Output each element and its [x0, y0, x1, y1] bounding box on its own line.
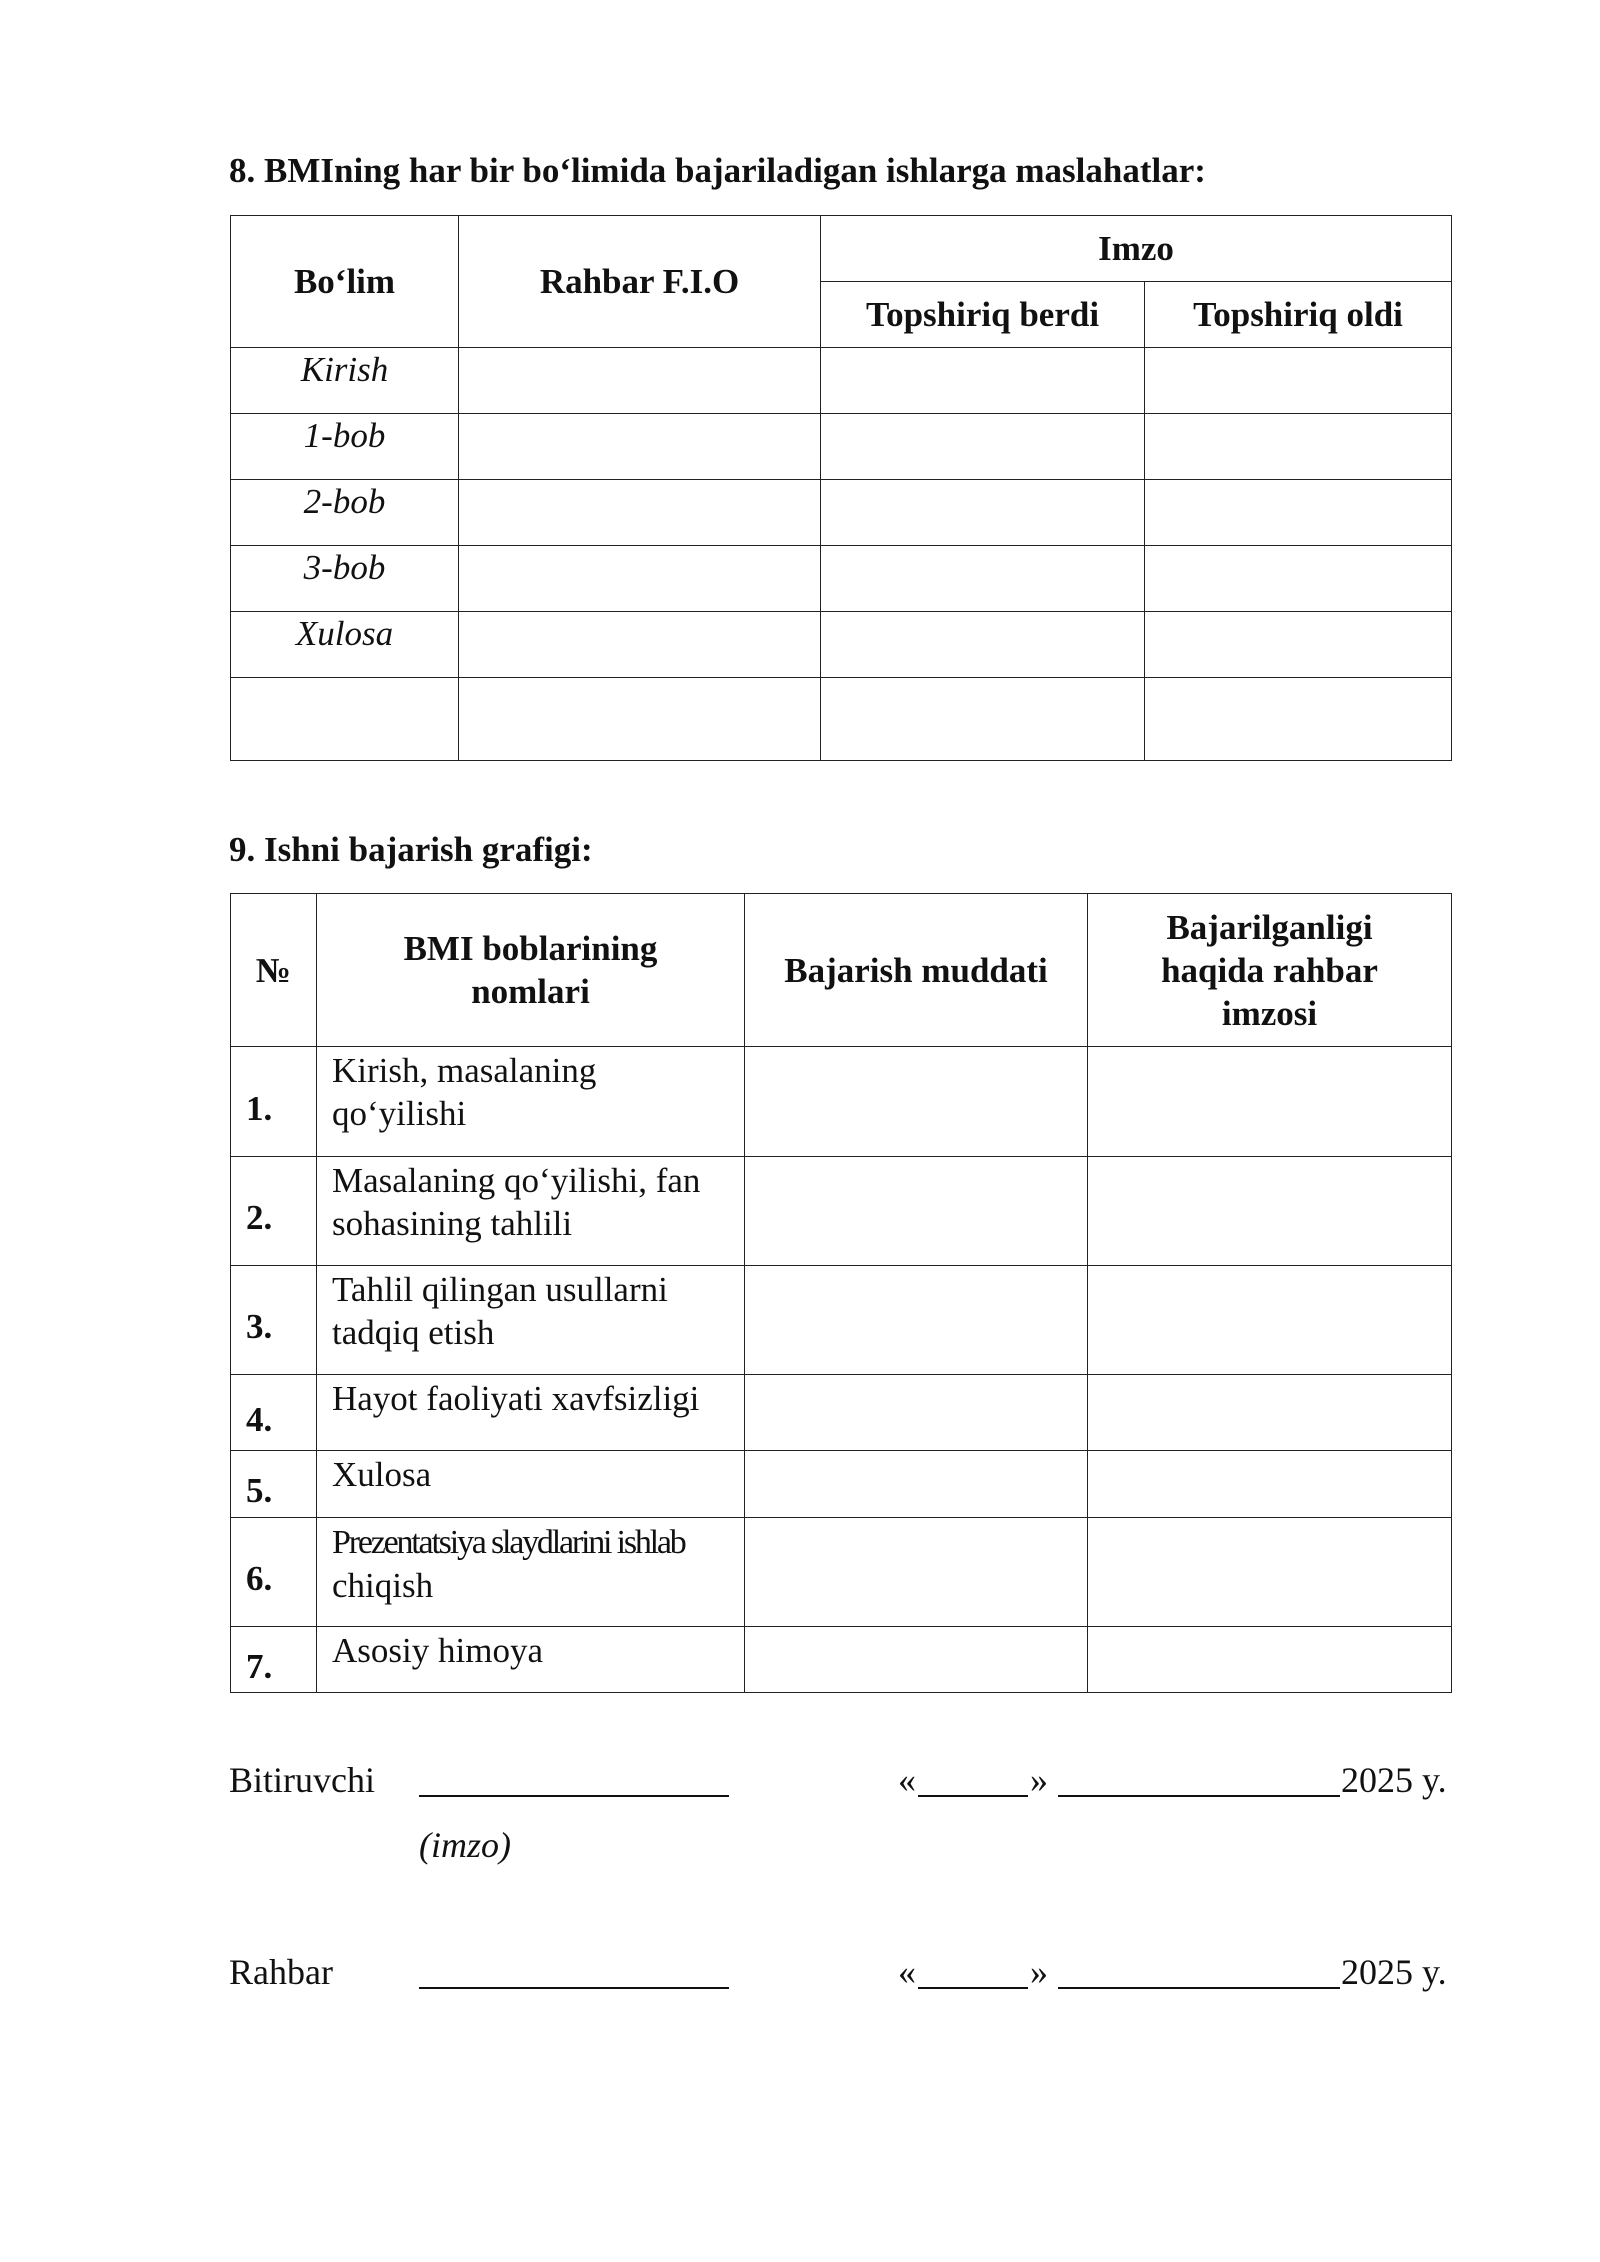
chapter-name-line1: Hayot faoliyati xavfsizligi	[332, 1379, 700, 1418]
header-sign-line3: imzosi	[1221, 993, 1318, 1033]
signature-cell[interactable]	[1088, 1266, 1452, 1375]
header-sign-line2: haqida rahbar	[1161, 950, 1378, 990]
berdi-cell[interactable]	[821, 546, 1145, 612]
header-imzo: Imzo	[821, 216, 1452, 282]
chapter-name-line1: Masalaning qo‘yilishi, fan	[332, 1161, 701, 1200]
table-row	[231, 1047, 1452, 1157]
oldi-cell[interactable]	[1145, 414, 1452, 480]
quote-open: «	[898, 1952, 916, 1992]
table-row	[231, 1157, 1452, 1266]
signature-cell[interactable]	[1088, 1451, 1452, 1518]
header-deadline: Bajarish muddati	[745, 894, 1088, 1047]
chapter-name	[317, 1375, 745, 1451]
berdi-cell[interactable]	[821, 612, 1145, 678]
table-row	[231, 678, 1452, 761]
graduate-label: Bitiruvchi	[229, 1760, 375, 1800]
header-rahbar: Rahbar F.I.O	[459, 216, 821, 348]
deadline-cell[interactable]	[745, 1451, 1088, 1518]
table-row	[231, 1451, 1452, 1518]
table-row	[231, 348, 1452, 414]
header-chapter-names-line2: nomlari	[471, 972, 590, 1011]
quote-open: «	[898, 1760, 916, 1800]
rahbar-cell[interactable]	[459, 678, 821, 761]
oldi-cell[interactable]	[1145, 546, 1452, 612]
supervisor-signature-line[interactable]	[419, 1987, 729, 1989]
supervisor-year: 2025 y.	[1341, 1952, 1447, 1992]
rahbar-cell[interactable]	[459, 612, 821, 678]
graduate-month-line[interactable]	[1058, 1795, 1340, 1797]
berdi-cell[interactable]	[821, 678, 1145, 761]
section-9-heading: 9. Ishni bajarish grafigi:	[229, 830, 593, 869]
row-number: 3.	[231, 1266, 317, 1375]
rahbar-cell[interactable]	[459, 348, 821, 414]
chapter-name-line2: chiqish	[332, 1566, 434, 1605]
chapter-name-line2: tadqiq etish	[332, 1313, 495, 1352]
header-bolim: Bo‘lim	[231, 216, 459, 348]
table-row	[231, 546, 1452, 612]
row-label: 1-bob	[231, 414, 459, 480]
row-label	[231, 678, 459, 761]
oldi-cell[interactable]	[1145, 678, 1452, 761]
header-topshiriq-berdi: Topshiriq berdi	[821, 282, 1145, 348]
graduate-day-line[interactable]	[918, 1795, 1028, 1797]
chapter-name-line1: Asosiy himoya	[332, 1631, 543, 1670]
rahbar-cell[interactable]	[459, 480, 821, 546]
row-number: 5.	[231, 1451, 317, 1518]
row-number: 6.	[231, 1518, 317, 1627]
chapter-name-line2: qo‘yilishi	[332, 1094, 467, 1133]
row-number: 1.	[231, 1047, 317, 1157]
graduate-signature-line[interactable]	[419, 1795, 729, 1797]
table-row	[231, 612, 1452, 678]
rahbar-cell[interactable]	[459, 546, 821, 612]
signature-cell[interactable]	[1088, 1047, 1452, 1157]
header-supervisor-sign	[1088, 894, 1452, 1047]
schedule-table	[230, 893, 1452, 1693]
chapter-name	[317, 1451, 745, 1518]
chapter-name	[317, 1627, 745, 1693]
berdi-cell[interactable]	[821, 480, 1145, 546]
row-number: 4.	[231, 1375, 317, 1451]
chapter-name-line1: Tahlil qilingan usullarni	[332, 1270, 668, 1309]
consultation-table	[230, 215, 1452, 761]
header-sign-line1: Bajarilganligi	[1166, 907, 1373, 947]
chapter-name	[317, 1266, 745, 1375]
signature-cell[interactable]	[1088, 1375, 1452, 1451]
table-row	[231, 1518, 1452, 1627]
chapter-name	[317, 1518, 745, 1627]
header-topshiriq-oldi: Topshiriq oldi	[1145, 282, 1452, 348]
header-number: №	[231, 894, 317, 1047]
quote-close: »	[1030, 1760, 1048, 1800]
deadline-cell[interactable]	[745, 1157, 1088, 1266]
row-label: 2-bob	[231, 480, 459, 546]
row-number: 7.	[231, 1627, 317, 1693]
supervisor-month-line[interactable]	[1058, 1987, 1340, 1989]
chapter-name-line2: sohasining tahlili	[332, 1204, 573, 1243]
row-label: Xulosa	[231, 612, 459, 678]
header-chapter-names	[317, 894, 745, 1047]
oldi-cell[interactable]	[1145, 612, 1452, 678]
berdi-cell[interactable]	[821, 348, 1145, 414]
oldi-cell[interactable]	[1145, 480, 1452, 546]
supervisor-day-line[interactable]	[918, 1987, 1028, 1989]
quote-close: »	[1030, 1952, 1048, 1992]
berdi-cell[interactable]	[821, 414, 1145, 480]
table-row	[231, 1375, 1452, 1451]
oldi-cell[interactable]	[1145, 348, 1452, 414]
deadline-cell[interactable]	[745, 1047, 1088, 1157]
deadline-cell[interactable]	[745, 1375, 1088, 1451]
chapter-name	[317, 1047, 745, 1157]
row-label: 3-bob	[231, 546, 459, 612]
signature-cell[interactable]	[1088, 1627, 1452, 1693]
signature-cell[interactable]	[1088, 1157, 1452, 1266]
signature-cell[interactable]	[1088, 1518, 1452, 1627]
header-chapter-names-line1: BMI boblarining	[403, 929, 658, 968]
rahbar-cell[interactable]	[459, 414, 821, 480]
chapter-name-line1: Prezentatsiya slaydlarini ishlab	[332, 1524, 685, 1561]
chapter-name	[317, 1157, 745, 1266]
table-row	[231, 480, 1452, 546]
chapter-name-line1: Xulosa	[332, 1455, 432, 1494]
imzo-caption: (imzo)	[419, 1825, 511, 1865]
chapter-name-line1: Kirish, masalaning	[332, 1051, 597, 1090]
table-row	[231, 1627, 1452, 1693]
supervisor-label: Rahbar	[229, 1952, 333, 1992]
deadline-cell[interactable]	[745, 1627, 1088, 1693]
row-label: Kirish	[231, 348, 459, 414]
section-8-heading: 8. BMIning har bir bo‘limida bajariladigan ishlarga maslahatlar:	[229, 151, 1206, 190]
deadline-cell[interactable]	[745, 1518, 1088, 1627]
graduate-year: 2025 y.	[1341, 1760, 1447, 1800]
table-row	[231, 414, 1452, 480]
table-row	[231, 1266, 1452, 1375]
deadline-cell[interactable]	[745, 1266, 1088, 1375]
row-number: 2.	[231, 1157, 317, 1266]
